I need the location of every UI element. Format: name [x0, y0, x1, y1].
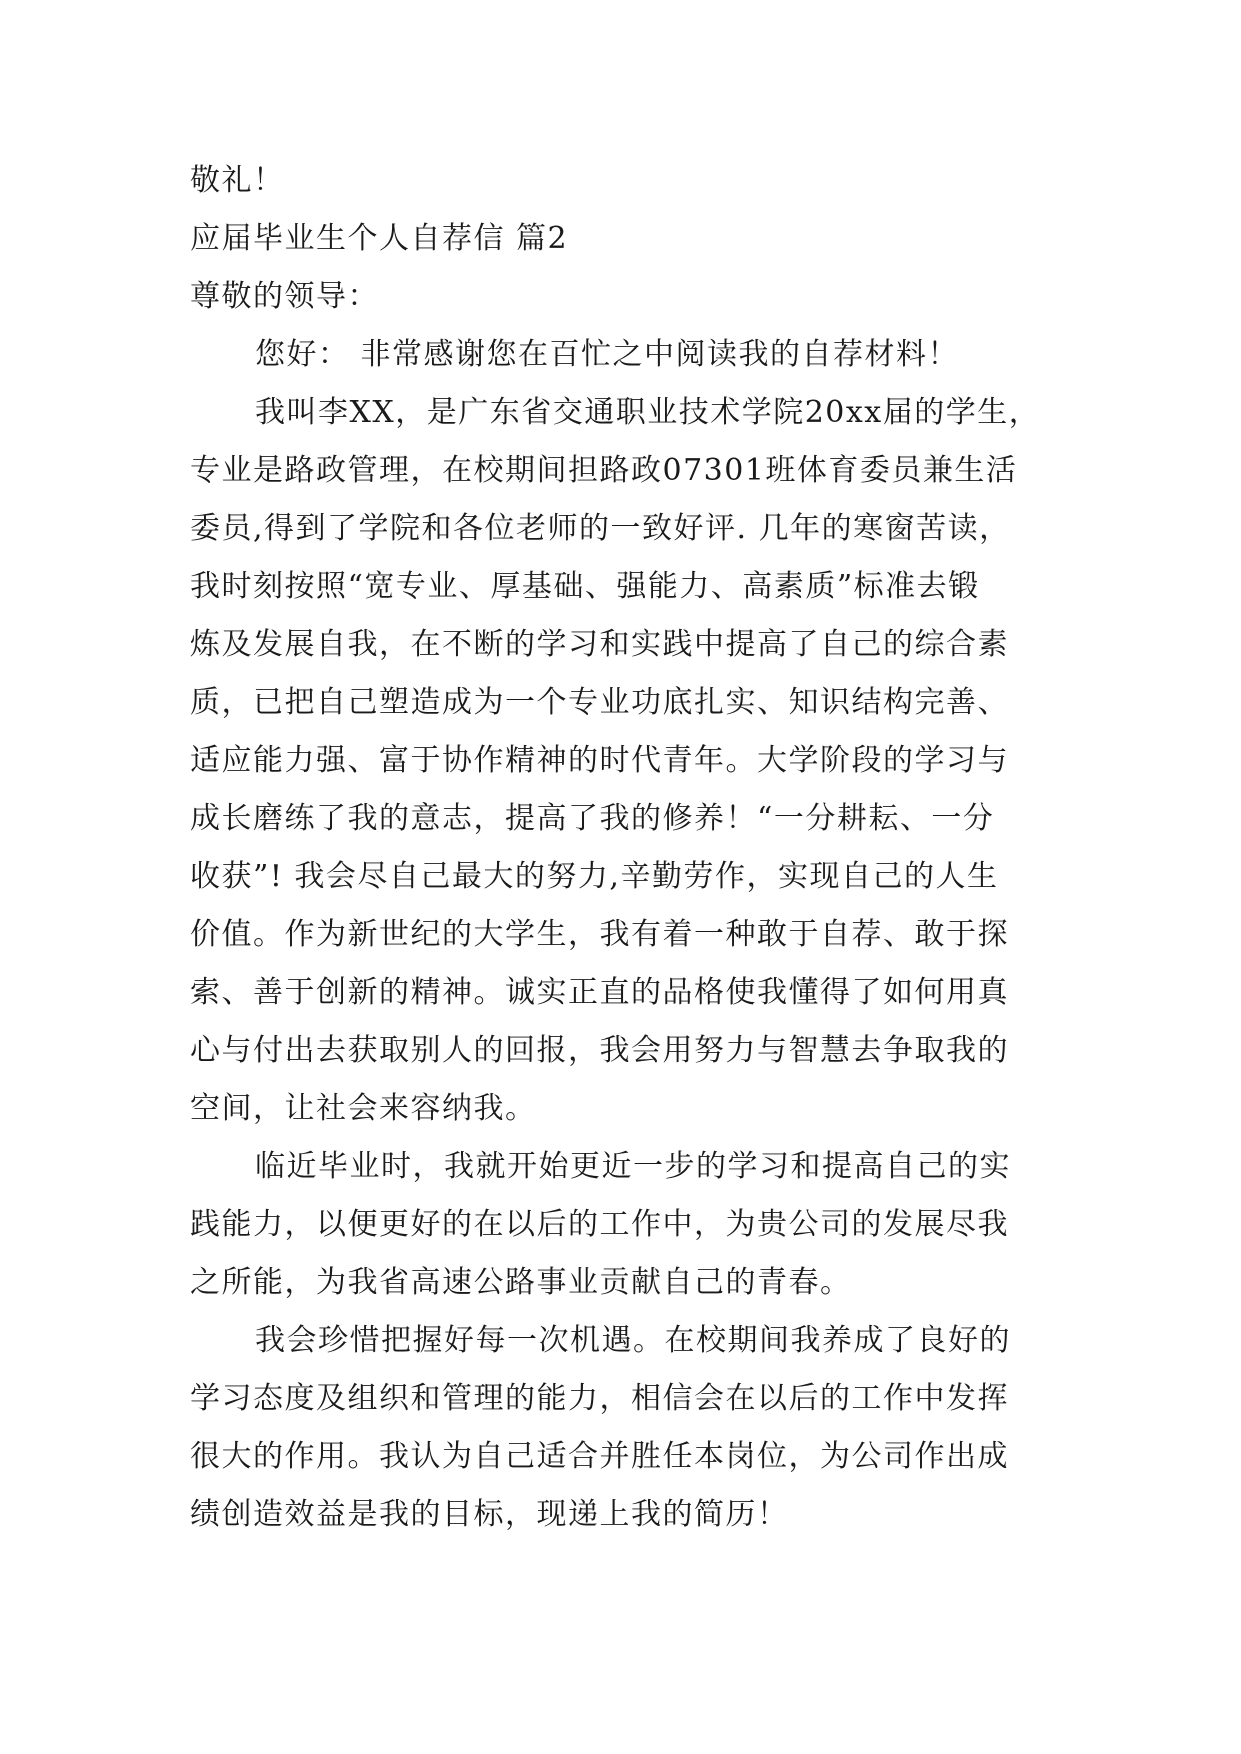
paragraph-line: 之所能，为我省高速公路事业贡献自己的青春。 [190, 1265, 852, 1300]
paragraph-line: 炼及发展自我，在不断的学习和实践中提高了自己的综合素 [190, 627, 1009, 662]
paragraph-line: 心与付出去获取别人的回报，我会用努力与智慧去争取我的 [190, 1033, 1009, 1068]
greeting: 您好： 非常感谢您在百忙之中阅读我的自荐材料！ [255, 337, 960, 372]
paragraph-line: 很大的作用。我认为自己适合并胜任本岗位，为公司作出成 [190, 1439, 1009, 1474]
paragraph-line: 我叫李XX，是广东省交通职业技术学院20xx届的学生， [255, 395, 1041, 430]
paragraph-line: 收获”! 我会尽自己最大的努力,辛勤劳作，实现自己的人生 [190, 859, 999, 894]
paragraph-line: 空间，让社会来容纳我。 [190, 1091, 537, 1126]
paragraph-line: 我会珍惜把握好每一次机遇。在校期间我养成了良好的 [255, 1323, 1011, 1358]
paragraph-line: 成长磨练了我的意志，提高了我的修养！“一分耕耘、一分 [190, 801, 995, 836]
paragraph-line: 学习态度及组织和管理的能力，相信会在以后的工作中发挥 [190, 1381, 1009, 1416]
letter-body [190, 152, 1060, 1544]
paragraph-line: 价值。作为新世纪的大学生，我有着一种敢于自荐、敢于探 [190, 917, 1009, 952]
closing-line: 敬礼！ [190, 163, 285, 198]
paragraph-line: 索、善于创新的精神。诚实正直的品格使我懂得了如何用真 [190, 975, 1009, 1010]
paragraph-2 [190, 1138, 1060, 1312]
salutation: 尊敬的领导： [190, 279, 379, 314]
paragraph-line: 临近毕业时，我就开始更近一步的学习和提高自己的实 [255, 1149, 1011, 1184]
paragraph-line: 践能力，以便更好的在以后的工作中，为贵公司的发展尽我 [190, 1207, 1009, 1242]
paragraph-line: 质，已把自己塑造成为一个专业功底扎实、知识结构完善、 [190, 685, 1009, 720]
paragraph-3 [190, 1312, 1060, 1544]
paragraph-1 [190, 384, 1060, 1138]
paragraph-line: 适应能力强、富于协作精神的时代青年。大学阶段的学习与 [190, 743, 1009, 778]
section-title: 应届毕业生个人自荐信 篇2 [190, 221, 569, 256]
paragraph-line: 绩创造效益是我的目标，现递上我的简历！ [190, 1497, 789, 1532]
paragraph-line: 委员,得到了学院和各位老师的一致好评. 几年的寒窗苦读， [190, 511, 1011, 546]
paragraph-line: 专业是路政管理，在校期间担路政07301班体育委员兼生活 [190, 453, 1018, 488]
paragraph-line: 我时刻按照“宽专业、厚基础、强能力、高素质”标准去锻 [190, 569, 980, 604]
